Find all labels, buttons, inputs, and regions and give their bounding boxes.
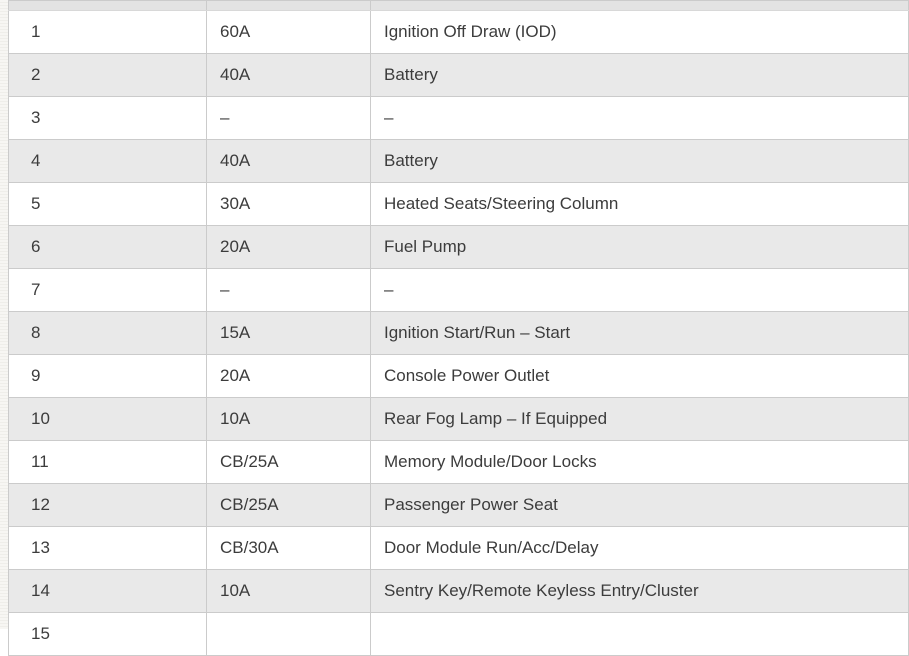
fuse-cavity-cell: 2: [9, 54, 207, 97]
fuse-description-cell: [371, 613, 909, 656]
fuse-rating-cell: 40A: [207, 140, 371, 183]
fuse-description-cell: Memory Module/Door Locks: [371, 441, 909, 484]
table-row: [9, 613, 909, 656]
fuse-rating-cell: CB/25A: [207, 484, 371, 527]
fuse-cavity-cell: 13: [9, 527, 207, 570]
fuse-description-cell: Ignition Off Draw (IOD): [371, 11, 909, 54]
table-row: [9, 226, 909, 269]
fuse-description-cell: Door Module Run/Acc/Delay: [371, 527, 909, 570]
fuse-description-cell: Ignition Start/Run – Start: [371, 312, 909, 355]
table-row: [9, 269, 909, 312]
fuse-description-cell: Rear Fog Lamp – If Equipped: [371, 398, 909, 441]
fuse-cavity-cell: 3: [9, 97, 207, 140]
table-row: [9, 312, 909, 355]
header-strip-cell: [207, 1, 371, 11]
table-row: [9, 54, 909, 97]
table-row: [9, 398, 909, 441]
fuse-cavity-cell: 9: [9, 355, 207, 398]
fuse-rating-cell: 60A: [207, 11, 371, 54]
fuse-cavity-cell: 1: [9, 11, 207, 54]
fuse-description-cell: Heated Seats/Steering Column: [371, 183, 909, 226]
table-row: [9, 441, 909, 484]
fuse-cavity-cell: 10: [9, 398, 207, 441]
fuse-cavity-cell: 8: [9, 312, 207, 355]
fuse-cavity-cell: 6: [9, 226, 207, 269]
table-row: [9, 570, 909, 613]
fuse-cavity-cell: 15: [9, 613, 207, 656]
table-row: [9, 527, 909, 570]
fuse-rating-cell: 20A: [207, 226, 371, 269]
table-row: [9, 11, 909, 54]
page-background-edge: [0, 0, 8, 629]
fuse-cavity-cell: 4: [9, 140, 207, 183]
fuse-table: [8, 0, 909, 656]
fuse-rating-cell: 10A: [207, 398, 371, 441]
fuse-table-container: [8, 0, 779, 643]
fuse-description-cell: –: [371, 97, 909, 140]
fuse-description-cell: Fuel Pump: [371, 226, 909, 269]
fuse-description-cell: Battery: [371, 140, 909, 183]
fuse-description-cell: Battery: [371, 54, 909, 97]
table-row: [9, 355, 909, 398]
fuse-cavity-cell: 11: [9, 441, 207, 484]
fuse-rating-cell: –: [207, 269, 371, 312]
fuse-rating-cell: 10A: [207, 570, 371, 613]
fuse-table-body: [9, 11, 909, 656]
fuse-rating-cell: 30A: [207, 183, 371, 226]
fuse-rating-cell: CB/25A: [207, 441, 371, 484]
fuse-description-cell: –: [371, 269, 909, 312]
header-strip-row: [9, 1, 909, 11]
fuse-cavity-cell: 12: [9, 484, 207, 527]
fuse-rating-cell: 15A: [207, 312, 371, 355]
table-row: [9, 484, 909, 527]
table-row: [9, 97, 909, 140]
fuse-cavity-cell: 5: [9, 183, 207, 226]
fuse-cavity-cell: 7: [9, 269, 207, 312]
fuse-description-cell: Console Power Outlet: [371, 355, 909, 398]
table-row: [9, 183, 909, 226]
fuse-cavity-cell: 14: [9, 570, 207, 613]
header-strip-cell: [371, 1, 909, 11]
table-row: [9, 140, 909, 183]
fuse-rating-cell: 40A: [207, 54, 371, 97]
fuse-description-cell: Passenger Power Seat: [371, 484, 909, 527]
fuse-rating-cell: [207, 613, 371, 656]
fuse-rating-cell: –: [207, 97, 371, 140]
fuse-rating-cell: 20A: [207, 355, 371, 398]
fuse-description-cell: Sentry Key/Remote Keyless Entry/Cluster: [371, 570, 909, 613]
header-strip-cell: [9, 1, 207, 11]
fuse-rating-cell: CB/30A: [207, 527, 371, 570]
table-header-strip: [9, 1, 909, 11]
